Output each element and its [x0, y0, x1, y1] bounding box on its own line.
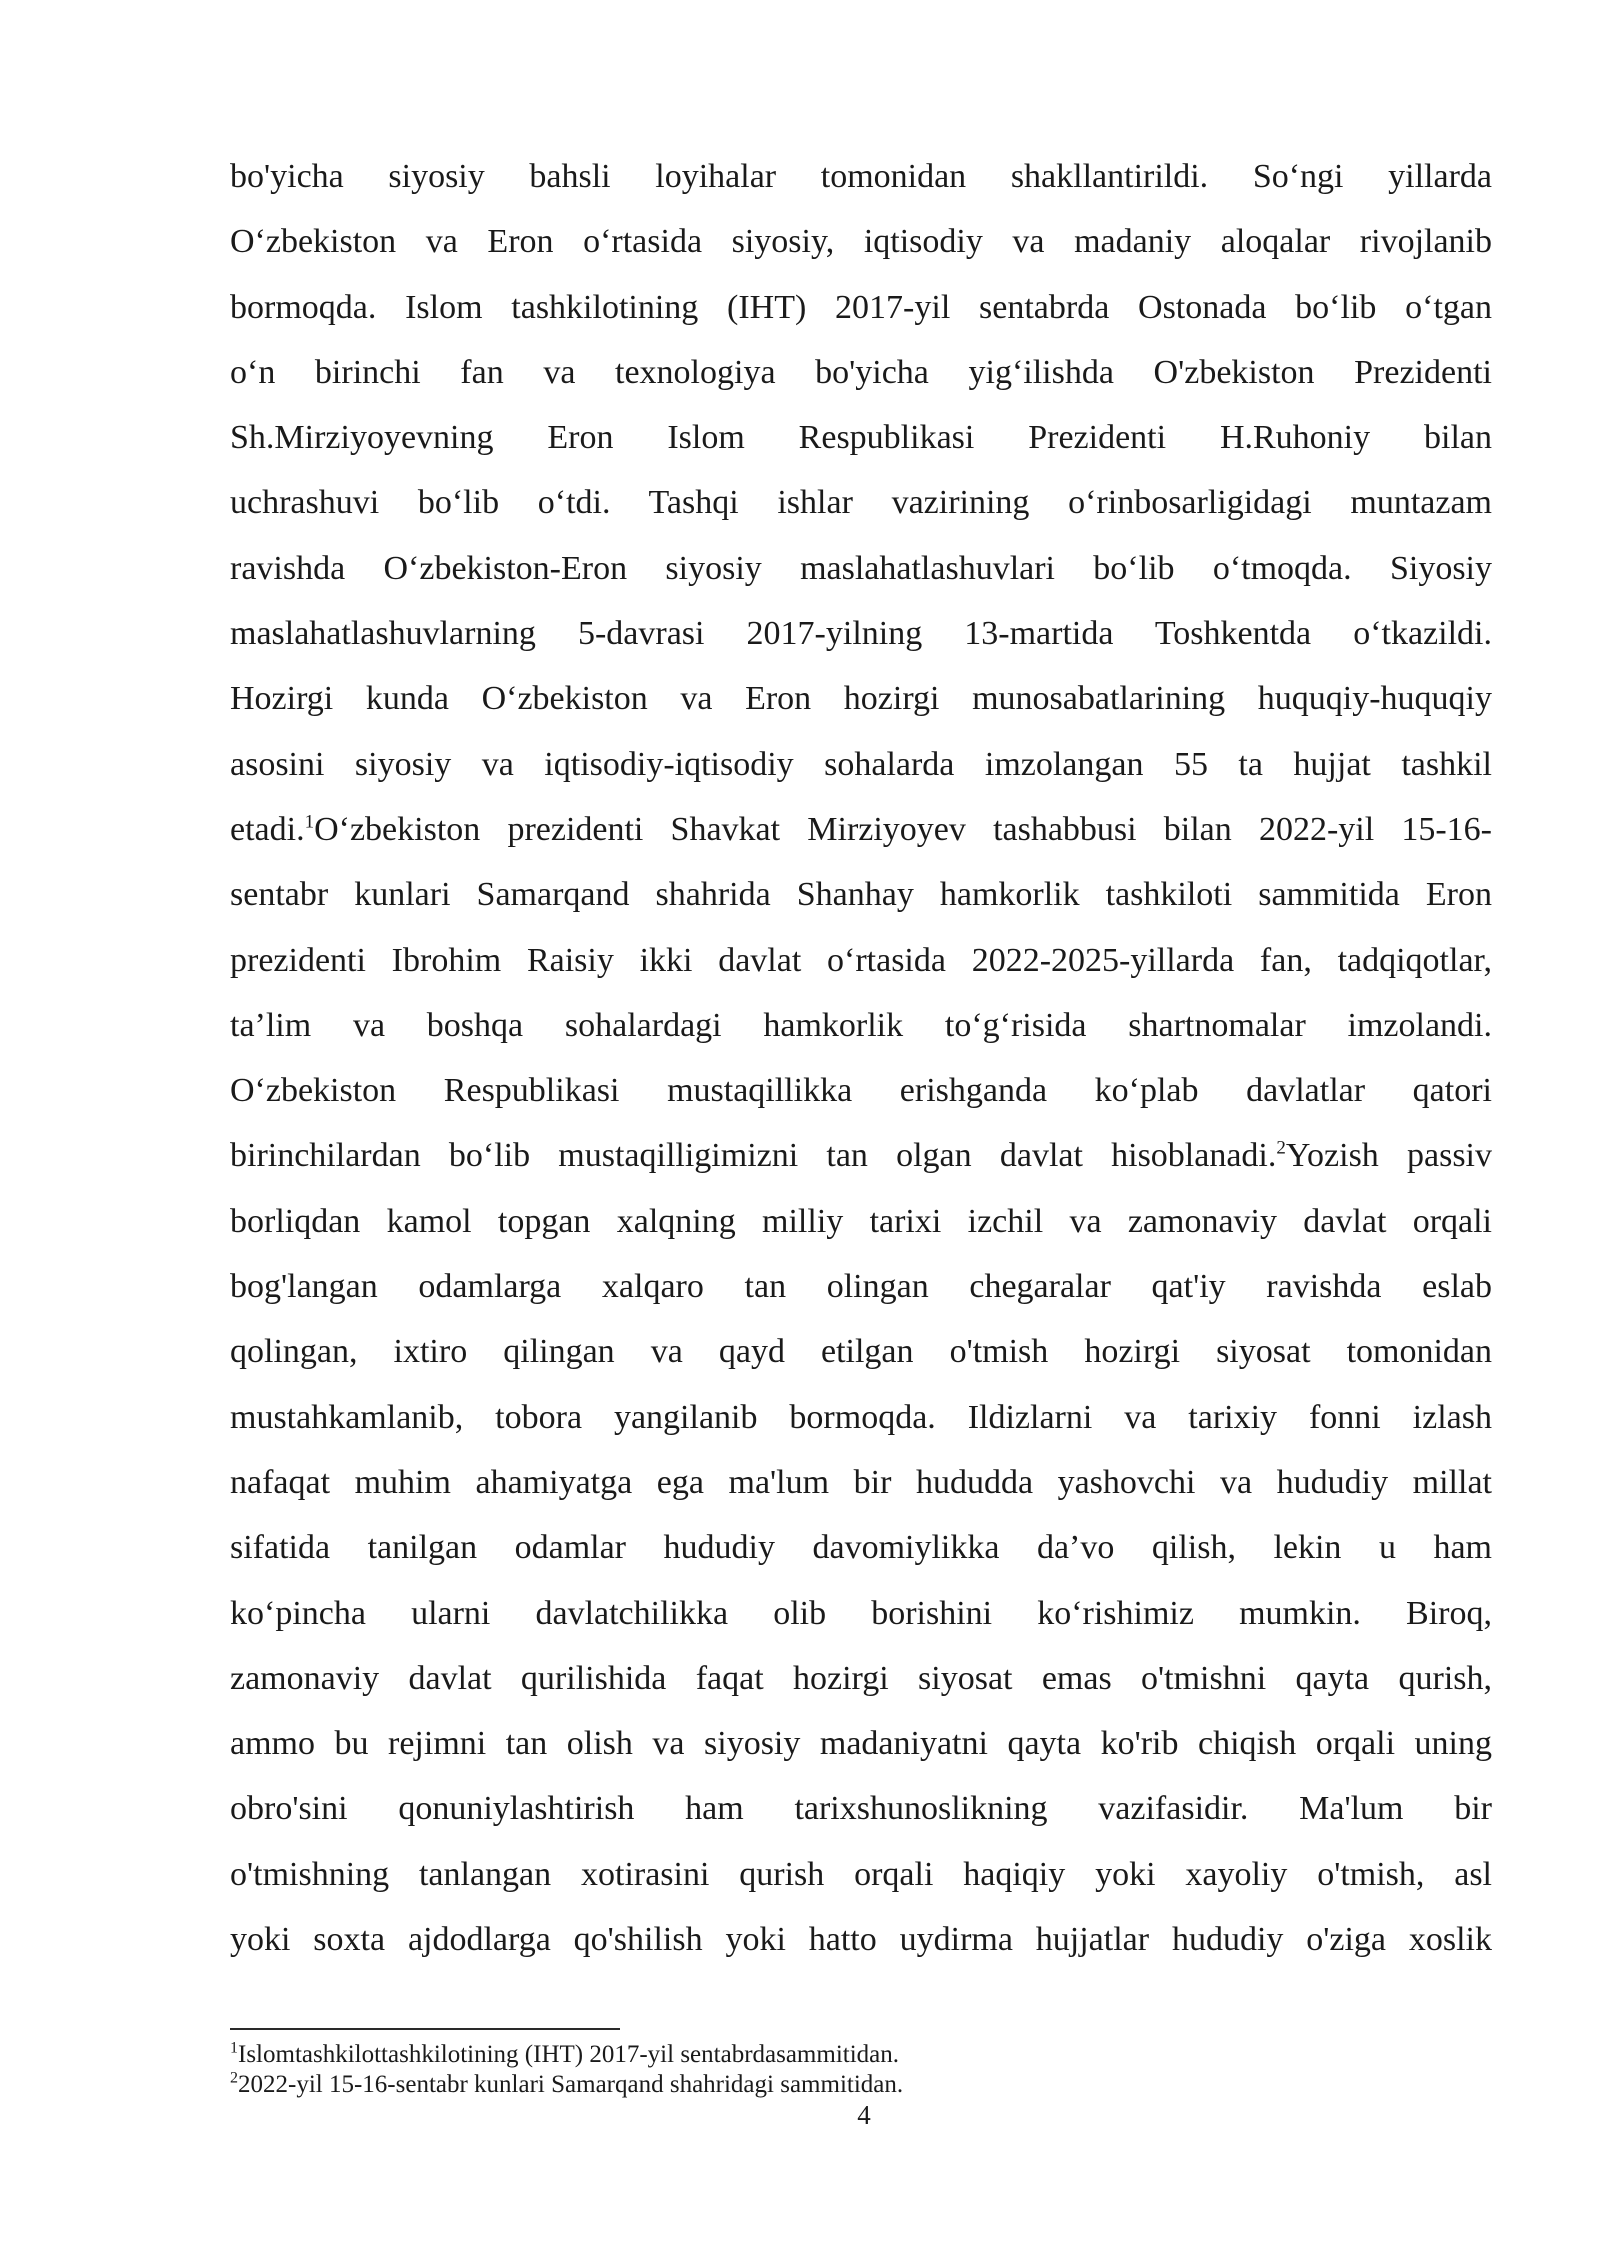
body-line-text: zamonaviy davlat qurilishida faqat hozirgi siyosat emas o'tmishni qayta qurish,: [230, 1659, 1492, 1697]
body-line-text: ammo bu rejimni tan olish va siyosiy madaniyatni qayta ko'rib chiqish orqali uning: [230, 1725, 1492, 1763]
body-line-text: qolingan, ixtiro qilingan va qayd etilgan o'tmish hozirgi siyosat tomonidan: [230, 1333, 1492, 1371]
page-number: 4: [857, 2100, 871, 2130]
footnote-reference: 2: [1276, 1138, 1286, 1160]
body-line: [230, 279, 1492, 344]
body-line-text: ko‘pincha ularni davlatchilikka olib borishini ko‘rishimiz mumkin. Biroq,: [230, 1594, 1492, 1632]
body-line: [230, 344, 1492, 409]
body-line-text: bormoqda. Islom tashkilotining (IHT) 2017-yil sentabrda Ostonada bo‘lib o‘tgan: [230, 288, 1492, 326]
body-line-text: asosini siyosiy va iqtisodiy-iqtisodiy sohalarda imzolangan 55 ta hujjat tashkil: [230, 745, 1492, 783]
footnote-2: [230, 2070, 1492, 2100]
footnote-2-text: 2022-yil 15-16-sentabr kunlari Samarqand shahridagi sammitidan.: [238, 2071, 904, 2098]
body-line-text: nafaqat muhim ahamiyatga ega ma'lum bir hududda yashovchi va hududiy millat: [230, 1463, 1492, 1501]
body-line-text-before-footnote: etadi.: [230, 810, 305, 848]
body-line: [230, 540, 1492, 605]
body-line-text: Yozish passiv: [1285, 1137, 1492, 1175]
footnote-2-mark: 2: [230, 2069, 238, 2087]
body-line: [230, 1323, 1492, 1388]
body-line-text: sentabr kunlari Samarqand shahrida Shanhay hamkorlik tashkiloti sammitida Eron: [230, 876, 1492, 914]
body-line-text: prezidenti Ibrohim Raisiy ikki davlat o‘rtasida 2022-2025-yillarda fan, tadqiqotlar,: [230, 941, 1492, 979]
body-line-text: bo'yicha siyosiy bahsli loyihalar tomonidan shakllantirildi. So‘ngi yillarda: [230, 158, 1492, 195]
body-line: [230, 1715, 1492, 1780]
body-text: [230, 148, 1492, 1976]
body-line: [230, 1258, 1492, 1323]
body-line: [230, 670, 1492, 735]
body-line-text: Hozirgi kunda O‘zbekiston va Eron hozirgi munosabatlarining huquqiy-huquqiy: [230, 680, 1492, 718]
body-line-text: o'tmishning tanlangan xotirasini qurish orqali haqiqiy yoki xayoliy o'tmish, asl: [230, 1855, 1492, 1893]
body-line: [230, 1585, 1492, 1650]
body-line: [230, 997, 1492, 1062]
body-line: [230, 213, 1492, 278]
footnote-1: [230, 2040, 1492, 2070]
body-line: [230, 1454, 1492, 1519]
body-line: [230, 148, 1492, 213]
body-line: [230, 1650, 1492, 1715]
body-line: [230, 474, 1492, 539]
body-line-text: ravishda O‘zbekiston-Eron siyosiy maslahatlashuvlari bo‘lib o‘tmoqda. Siyosiy: [230, 549, 1492, 587]
body-line-text-before-footnote: birinchilardan bo‘lib mustaqilligimizni tan olgan davlat hisoblanadi.: [230, 1137, 1277, 1175]
footnote-1-mark: 1: [230, 2039, 238, 2057]
footnotes: [230, 2040, 1492, 2100]
body-line-text: borliqdan kamol topgan xalqning milliy tarixi izchil va zamonaviy davlat orqali: [230, 1202, 1492, 1240]
body-line-text: uchrashuvi bo‘lib o‘tdi. Tashqi ishlar vazirining o‘rinbosarligidagi muntazam: [230, 484, 1492, 522]
body-line-text: maslahatlashuvlarning 5-davrasi 2017-yilning 13-martida Toshkentda o‘tkazildi.: [230, 615, 1492, 653]
body-line-text: O‘zbekiston Respublikasi mustaqillikka erishganda ko‘plab davlatlar qatori: [230, 1072, 1492, 1110]
body-line: [230, 409, 1492, 474]
body-line: [230, 801, 1492, 866]
body-line: [230, 1911, 1492, 1976]
body-line: [230, 1780, 1492, 1845]
body-line: [230, 736, 1492, 801]
body-line-text: O‘zbekiston prezidenti Shavkat Mirziyoyev tashabbusi bilan 2022-yil 15-16-: [314, 810, 1492, 848]
body-line: [230, 932, 1492, 997]
body-line: [230, 1127, 1492, 1192]
body-line-text: mustahkamlanib, tobora yangilanib bormoqda. Ildizlarni va tarixiy fonni izlash: [230, 1398, 1492, 1436]
body-line: [230, 866, 1492, 931]
body-line: [230, 1519, 1492, 1584]
footnote-reference: 1: [304, 811, 315, 833]
body-line-text: yoki soxta ajdodlarga qo'shilish yoki hatto uydirma hujjatlar hududiy o'ziga xoslik: [230, 1921, 1492, 1959]
body-line-text: O‘zbekiston va Eron o‘rtasida siyosiy, iqtisodiy va madaniy aloqalar rivojlanib: [230, 223, 1492, 261]
body-line: [230, 1846, 1492, 1911]
body-line-text: Sh.Mirziyoyevning Eron Islom Respublikasi Prezidenti H.Ruhoniy bilan: [230, 419, 1492, 457]
body-line: [230, 605, 1492, 670]
body-line-text: bog'langan odamlarga xalqaro tan olingan chegaralar qat'iy ravishda eslab: [230, 1268, 1492, 1306]
body-line: [230, 1389, 1492, 1454]
body-line-text: ta’lim va boshqa sohalardagi hamkorlik to‘g‘risida shartnomalar imzolandi.: [230, 1006, 1492, 1044]
body-line-text: sifatida tanilgan odamlar hududiy davomiylikka da’vo qilish, lekin u ham: [230, 1529, 1492, 1567]
body-line-text: obro'sini qonuniylashtirish ham tarixshunoslikning vazifasidir. Ma'lum bir: [230, 1790, 1492, 1828]
body-line: [230, 1193, 1492, 1258]
footnote-separator: [230, 2028, 620, 2030]
body-line-text: o‘n birinchi fan va texnologiya bo'yicha yig‘ilishda O'zbekiston Prezidenti: [230, 353, 1492, 391]
footnote-1-text: Islomtashkilottashkilotining (IHT) 2017-yil sentabrdasammitidan.: [238, 2041, 900, 2068]
body-line: [230, 1062, 1492, 1127]
